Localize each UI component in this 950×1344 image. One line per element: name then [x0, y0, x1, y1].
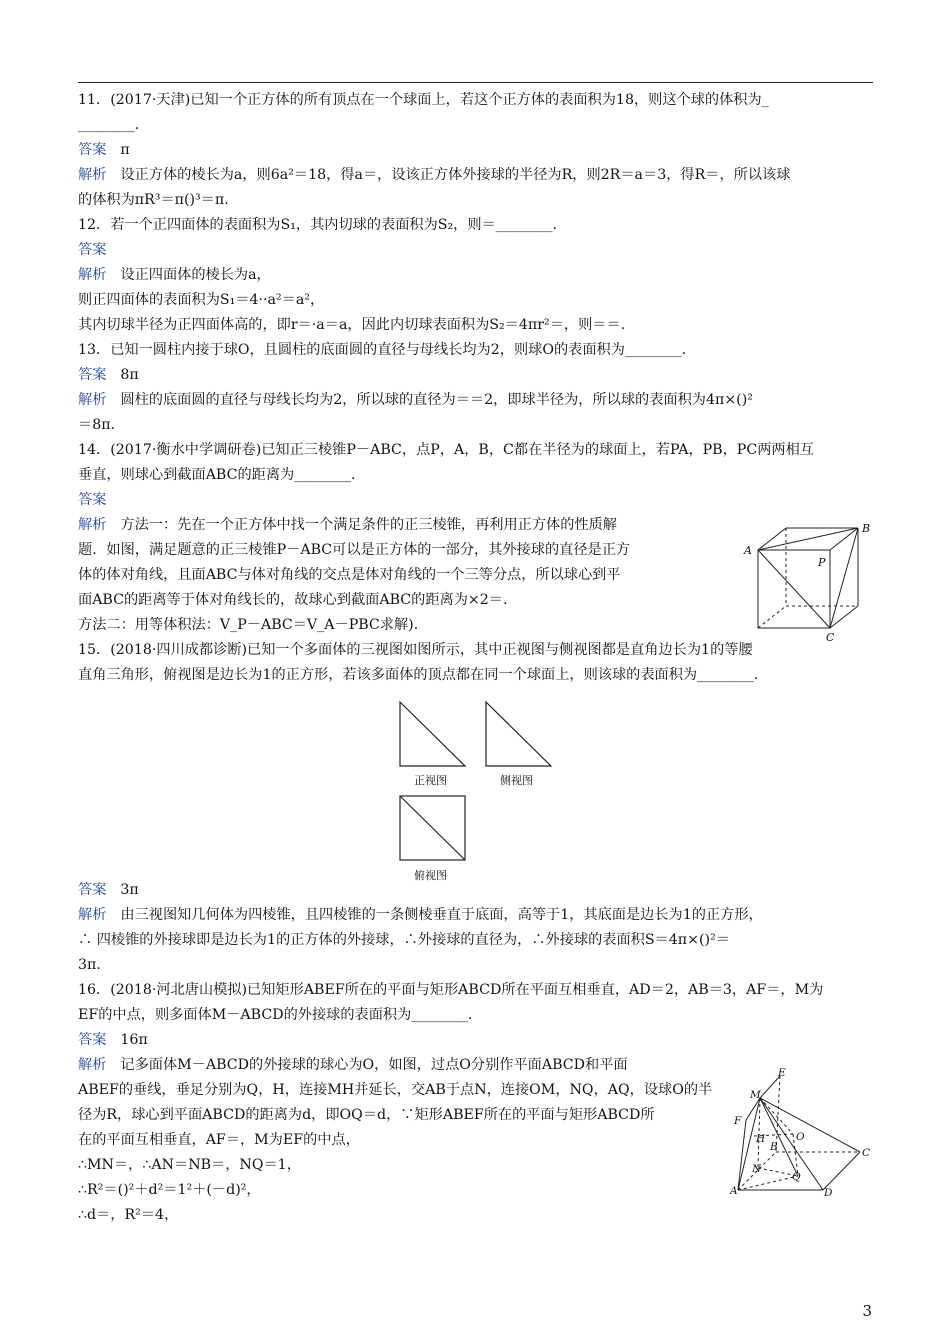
text-line: [78, 263, 878, 288]
text-line: 3π.: [78, 957, 101, 973]
text-line: ABEF的垂线，垂足分别为Q，H，连接MH并延长，交AB于点N，连接OM，NQ，AQ，设球O的半: [78, 1082, 713, 1098]
text-line: 其内切球半径为正四面体高的，即r＝·a＝a，因此内切球表面积为S₂＝4πr²＝，则＝＝.: [78, 317, 626, 333]
text-line: [78, 388, 878, 413]
top-view-label: 俯视图: [414, 869, 447, 882]
label-C: C: [826, 631, 835, 643]
text-line: ∴d＝，R²＝4，: [78, 1207, 179, 1223]
label-M: M: [750, 1089, 761, 1101]
section-text: π: [120, 142, 130, 158]
section-label: 答案: [78, 1032, 107, 1048]
section-text: 记多面体M－ABCD的外接球的球心为O，如图，过点O分别作平面ABCD和平面: [120, 1057, 628, 1073]
text-line: 径为R，球心到平面ABCD的距离为d，即OQ＝d，∵矩形ABEF所在的平面与矩形ABCD所: [78, 1107, 655, 1123]
text-line: [78, 138, 878, 163]
text-line: [78, 363, 878, 388]
text-line: [78, 488, 878, 513]
text-line: 面ABC的距离等于体对角线长的，故球心到截面ABC的距离为×2＝.: [78, 592, 508, 608]
label-Q: Q: [792, 1171, 801, 1183]
text-line: 13．已知一圆柱内接于球O，且圆柱的底面圆的直径与母线长均为2，则球O的表面积为________．: [78, 342, 696, 358]
side-view-label: 侧视图: [500, 774, 533, 787]
header-rule: [78, 82, 873, 83]
section-text: 设正四面体的棱长为a，: [120, 267, 271, 283]
label-A: A: [744, 544, 752, 557]
section-text: 8π: [120, 367, 139, 383]
text-line: EF的中点，则多面体M－ABCD的外接球的表面积为________．: [78, 1007, 483, 1023]
text-line: 14．(2017·衡水中学调研卷)已知正三棱锥P－ABC，点P，A，B，C都在半径为的球面上，若PA，PB，PC两两相互: [78, 442, 814, 458]
text-line: 则正四面体的表面积为S₁＝4··a²＝a²，: [78, 292, 325, 308]
label-B: B: [862, 522, 871, 535]
section-label: 答案: [78, 492, 107, 508]
block-problems-11-14: [78, 88, 878, 513]
section-label: 解析: [78, 517, 107, 533]
text-line: 方法二：用等体积法：V_P－ABC＝V_A－PBC求解)．: [78, 617, 428, 633]
section-label: 答案: [78, 367, 107, 383]
cube-figure: [738, 518, 878, 643]
section-text: 圆柱的底面圆的直径与母线长均为2，所以球的直径为＝＝2，即球半径为，所以球的表面积为4π×()²: [120, 392, 753, 408]
section-label: 解析: [78, 167, 107, 183]
polyhedron-figure: [728, 1068, 876, 1198]
section-label: 答案: [78, 882, 107, 898]
document-body: [78, 88, 878, 1228]
text-line: ∴MN＝，∴AN＝NB＝，NQ＝1，: [78, 1157, 301, 1173]
text-line: 12．若一个正四面体的表面积为S₁，其内切球的表面积为S₂，则＝________．: [78, 217, 567, 233]
text-line: ＝8π.: [78, 417, 116, 433]
section-label: 解析: [78, 907, 107, 923]
section-text: 设正方体的棱长为a，则6a²＝18，得a＝，设该正方体外接球的半径为R，则2R＝a＝3，得R＝，所以该球: [120, 167, 791, 183]
label-D: D: [824, 1187, 833, 1198]
label-C: C: [862, 1147, 871, 1159]
label-O: O: [796, 1131, 805, 1143]
front-view-label: 正视图: [414, 774, 447, 787]
text-line: 体的体对角线，且面ABC与体对角线的交点是体对角线的一个三等分点，所以球心到平: [78, 567, 621, 583]
text-line: 垂直，则球心到截面ABC的距离为________．: [78, 467, 366, 483]
label-B: B: [770, 1141, 778, 1153]
label-N: N: [752, 1163, 762, 1175]
text-line: [78, 1028, 878, 1053]
section-label: 答案: [78, 242, 107, 258]
text-line: [78, 513, 718, 538]
text-line: 在的平面互相垂直，AF＝，M为EF的中点，: [78, 1132, 360, 1148]
text-line: [78, 238, 878, 263]
text-line: 直角三角形，俯视图是边长为1的正方形，若该多面体的顶点都在同一个球面上，则该球的表面积为________．: [78, 667, 769, 683]
text-line: ________．: [78, 117, 149, 133]
label-P: P: [818, 556, 826, 569]
text-line: [78, 1053, 718, 1078]
label-F: F: [734, 1115, 742, 1127]
text-line: [78, 903, 878, 928]
section-label: 解析: [78, 392, 107, 408]
text-line: ∴R²＝()²＋d²＝1²＋(－d)²，: [78, 1182, 261, 1198]
section-label: 答案: [78, 142, 107, 158]
section-text: 方法一：先在一个正方体中找一个满足条件的正三棱锥，再利用正方体的性质解: [120, 517, 617, 533]
label-A: A: [730, 1185, 738, 1197]
text-line: ∴ 四棱锥的外接球即是边长为1的正方体的外接球，∴外接球的直径为，∴外接球的表面积S＝4π×()²＝: [78, 932, 730, 948]
text-line: 的体积为πR³＝π()³＝π.: [78, 192, 229, 208]
text-line: 11．(2017·天津)已知一个正方体的所有顶点在一个球面上，若这个正方体的表面积为18，则这个球的体积为_: [78, 92, 769, 108]
text-line: 16．(2018·河北唐山模拟)已知矩形ABEF所在的平面与矩形ABCD所在平面互相垂直，AD＝2，AB＝3，AF＝，M为: [78, 982, 824, 998]
section-text: 3π: [120, 882, 139, 898]
three-views-figure: [390, 698, 565, 888]
section-text: 16π: [120, 1032, 148, 1048]
section-text: 由三视图知几何体为四棱锥，且四棱锥的一条侧棱垂直于底面，高等于1，其底面是边长为1的正方形，: [120, 907, 763, 923]
page-number: 3: [862, 1302, 872, 1320]
section-label: 解析: [78, 1057, 107, 1073]
text-line: 15．(2018·四川成都诊断)已知一个多面体的三视图如图所示，其中正视图与侧视图都是直角边长为1的等腰: [78, 642, 753, 658]
block-problem-15: [78, 878, 878, 1053]
label-H: H: [756, 1133, 766, 1145]
text-line: [78, 163, 878, 188]
text-line: 题．如图，满足题意的正三棱锥P－ABC可以是正方体的一部分，其外接球的直径是正方: [78, 542, 631, 558]
label-E: E: [778, 1068, 786, 1079]
section-label: 解析: [78, 267, 107, 283]
